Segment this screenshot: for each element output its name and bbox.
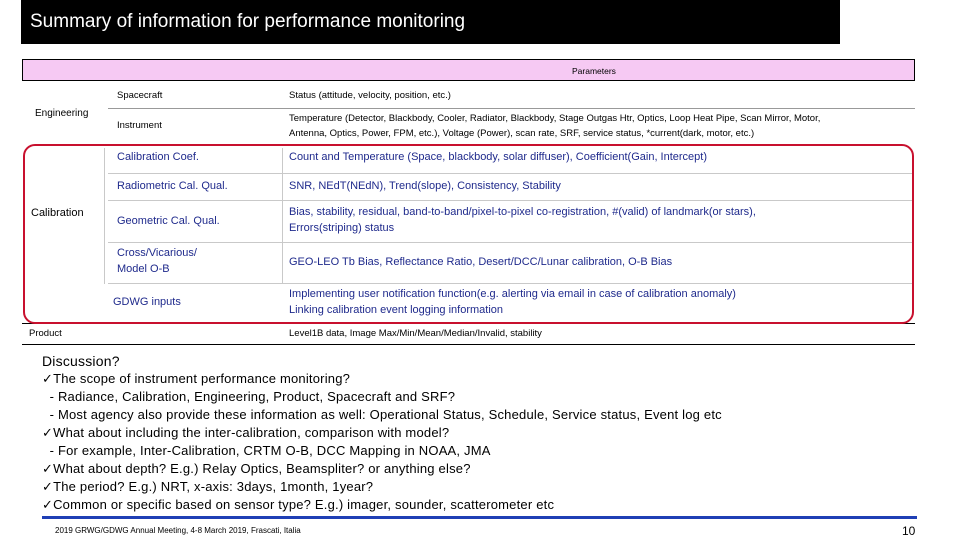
calibration-label: Calibration: [31, 207, 84, 219]
row-calibration-coef-name: Calibration Coef.: [117, 151, 199, 163]
row-cross-vicarious-name-line1: Cross/Vicarious/: [117, 247, 197, 259]
discussion-line: ✓What about including the inter-calibration, comparison with model?: [42, 425, 450, 440]
discussion-line: - For example, Inter-Calibration, CRTM O-B, DCC Mapping in NOAA, JMA: [42, 443, 491, 458]
row-cross-vicarious-name-line2: Model O-B: [117, 263, 170, 275]
row-geometric-value-line1: Bias, stability, residual, band-to-band/pixel-to-pixel co-registration, #(valid) of landmark(or stars),: [289, 206, 756, 218]
row-cross-vicarious-value: GEO-LEO Tb Bias, Reflectance Ratio, Desert/DCC/Lunar calibration, O-B Bias: [289, 256, 673, 268]
row-geometric-name: Geometric Cal. Qual.: [117, 215, 220, 227]
discussion-line: - Most agency also provide these information as well: Operational Status, Schedule, Service status, Event log etc: [42, 407, 722, 422]
row-radiometric-name: Radiometric Cal. Qual.: [117, 180, 228, 192]
discussion-line: ✓The scope of instrument performance monitoring?: [42, 371, 351, 386]
product-label: Product: [29, 328, 62, 339]
row-instrument-name: Instrument: [117, 120, 162, 131]
footer-text: 2019 GRWG/GDWG Annual Meeting, 4-8 March 2019, Frascati, Italia: [55, 526, 301, 535]
row-radiometric-value: SNR, NEdT(NEdN), Trend(slope), Consistency, Stability: [289, 180, 561, 192]
engineering-label: Engineering: [35, 108, 89, 119]
row-calibration-coef-value: Count and Temperature (Space, blackbody, solar diffuser), Coefficient(Gain, Intercept): [289, 151, 708, 163]
row-divider: [22, 344, 915, 345]
row-product-value: Level1B data, Image Max/Min/Mean/Median/Invalid, stability: [289, 328, 542, 339]
row-divider: [108, 108, 915, 109]
row-instrument-value-line2: Antenna, Optics, Power, FPM, etc.), Voltage (Power), scan rate, SRF, service status, *current(dark, motor, etc.): [289, 128, 755, 139]
slide-title: Summary of information for performance monitoring: [21, 0, 840, 44]
discussion-line: - Radiance, Calibration, Engineering, Product, Spacecraft and SRF?: [42, 389, 456, 404]
discussion-block: [42, 352, 722, 514]
row-gdwg-inputs-value-line1: Implementing user notification function(e.g. alerting via email in case of calibration anomaly): [289, 288, 736, 300]
row-spacecraft-name: Spacecraft: [117, 90, 163, 101]
discussion-line: ✓The period? E.g.) NRT, x-axis: 3days, 1month, 1year?: [42, 479, 374, 494]
row-gdwg-inputs-name: GDWG inputs: [113, 296, 181, 308]
discussion-heading: Discussion?: [42, 353, 120, 369]
parameters-header: Parameters: [572, 66, 616, 76]
row-spacecraft-value: Status (attitude, velocity, position, etc.): [289, 90, 451, 101]
parameters-header-bar: [22, 59, 915, 81]
discussion-line: ✓What about depth? E.g.) Relay Optics, Beamspliter? or anything else?: [42, 461, 471, 476]
footer-rule: [42, 516, 917, 519]
row-instrument-value-line1: Temperature (Detector, Blackbody, Cooler, Radiator, Blackbody, Stage Outgas Htr, Optics, Loop Heat Pipe, Scan Mirror, Motor,: [289, 113, 821, 124]
row-gdwg-inputs-value-line2: Linking calibration event logging information: [289, 304, 504, 316]
page-number: 10: [902, 524, 916, 538]
row-geometric-value-line2: Errors(striping) status: [289, 222, 395, 234]
discussion-line: ✓Common or specific based on sensor type? E.g.) imager, sounder, scatterometer etc: [42, 497, 555, 512]
